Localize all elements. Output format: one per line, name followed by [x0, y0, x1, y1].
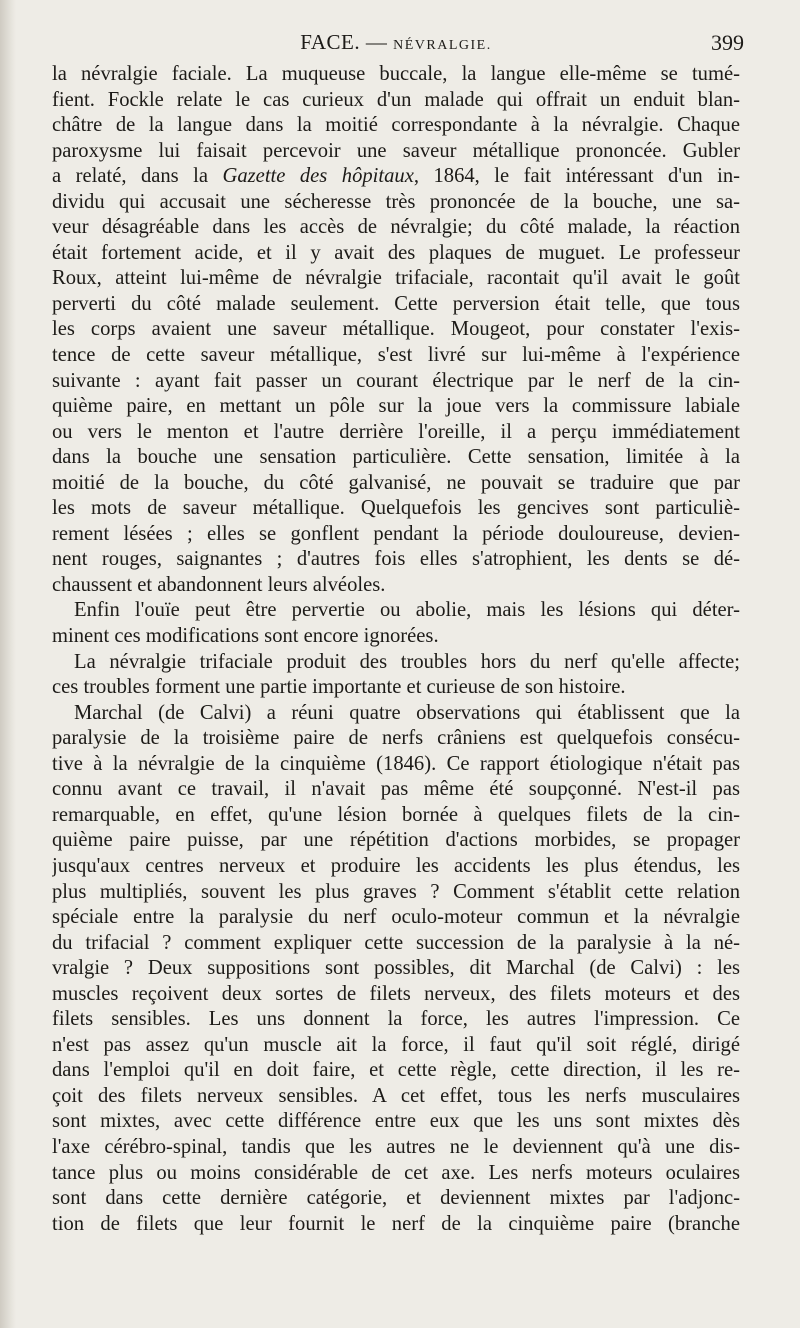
text-line: dividu qui accusait une sécheresse très prononcée de la bouche, une sa-: [52, 190, 740, 213]
text-line: chaussent et abandonnent leurs alvéoles.: [52, 573, 386, 596]
text-line: quième paire, en mettant un pôle sur la joue vers la commissure labiale: [52, 395, 740, 418]
text-line: ou vers le menton et l'autre derrière l'oreille, il a perçu immédiatement: [52, 420, 740, 443]
text-line: paralysie de la troisième paire de nerfs crâniens est quelquefois consécu-: [52, 727, 740, 750]
text-segment: a relaté, dans la: [52, 165, 223, 188]
text-line: paroxysme lui faisait percevoir une saveur métallique prononcée. Gubler: [52, 139, 740, 162]
text-line: tion de filets que leur fournit le nerf de la cinquième paire (branche: [52, 1212, 740, 1235]
text-line: n'est pas assez qu'un muscle ait la force, il faut qu'il soit réglé, dirigé: [52, 1033, 740, 1056]
text-line: dans la bouche une sensation particulière. Cette sensation, limitée à la: [52, 446, 740, 469]
page-number: 399: [711, 30, 744, 55]
text-line: la névralgie faciale. La muqueuse buccale, la langue elle-même se tumé-: [52, 63, 740, 85]
running-header: [52, 30, 744, 56]
text-line: était fortement acide, et il y avait des plaques de muguet. Le professeur: [52, 241, 740, 264]
running-title-main: FACE. —: [300, 30, 394, 54]
text-line: moitié de la bouche, du côté galvanisé, ne pouvait se traduire que par: [52, 471, 740, 494]
text-line: suivante : ayant fait passer un courant électrique par le nerf de la cin-: [52, 369, 740, 392]
running-title: [52, 30, 740, 55]
text-line: spéciale entre la paralysie du nerf oculo-moteur commun et la névralgie: [52, 906, 740, 929]
text-line: filets sensibles. Les uns donnent la force, les autres l'impression. Ce: [52, 1008, 740, 1031]
text-line: minent ces modifications sont encore ignorées.: [52, 625, 439, 648]
text-line: tive à la névralgie de la cinquième (1846). Ce rapport étiologique n'était pas: [52, 752, 740, 775]
text-line: Enfin l'ouïe peut être pervertie ou abolie, mais les lésions qui déter-: [74, 599, 740, 622]
text-line: les corps avaient une saveur métallique. Mougeot, pour constater l'exis-: [52, 318, 740, 341]
text-line: Marchal (de Calvi) a réuni quatre observations qui établissent que la: [74, 701, 740, 724]
text-line: quième paire puisse, par une répétition d'actions morbides, se propager: [52, 829, 740, 852]
page-edge-shadow: [0, 0, 16, 1328]
text-line: l'axe cérébro-spinal, tandis que les autres ne le deviennent qu'à une dis-: [52, 1135, 740, 1158]
text-line: plus multipliés, souvent les plus graves ? Comment s'établit cette relation: [52, 880, 740, 903]
text-line: sont dans cette dernière catégorie, et deviennent mixtes par l'adjonc-: [52, 1187, 740, 1210]
text-line: fient. Fockle relate le cas curieux d'un malade qui offrait un enduit blan-: [52, 88, 740, 111]
running-title-section: NÉVRALGIE.: [393, 38, 492, 53]
text-line: ces troubles forment une partie importante et curieuse de son histoire.: [52, 676, 626, 699]
text-line: tance plus ou moins considérable de cet axe. Les nerfs moteurs oculaires: [52, 1161, 740, 1184]
text-line: du trifacial ? comment expliquer cette succession de la paralysie à la né-: [52, 931, 740, 954]
body-text: [52, 62, 740, 1237]
text-line: connu avant ce travail, il n'avait pas même été soupçonné. N'est-il pas: [52, 778, 740, 801]
text-line: [52, 164, 740, 190]
text-line: muscles reçoivent deux sortes de filets nerveux, des filets moteurs et des: [52, 982, 740, 1005]
text-line: les mots de saveur métallique. Quelquefois les gencives sont particuliè-: [52, 497, 740, 520]
text-line: veur désagréable dans les accès de névralgie; du côté malade, la réaction: [52, 216, 740, 239]
text-line: sont mixtes, avec cette différence entre eux que les uns sont mixtes dès: [52, 1110, 740, 1133]
journal-title: Gazette des hôpitaux: [222, 165, 414, 188]
text-line: nent rouges, saignantes ; d'autres fois elles s'atrophient, les dents se dé-: [52, 548, 740, 571]
text-line: Roux, atteint lui-même de névralgie trifaciale, racontait qu'il avait le goût: [52, 267, 740, 290]
text-line: dans l'emploi qu'il en doit faire, et cette règle, cette direction, il les re-: [52, 1059, 740, 1082]
text-segment: , 1864, le fait intéressant d'un in-: [413, 165, 740, 188]
text-line: remarquable, en effet, qu'une lésion bornée à quelques filets de la cin-: [52, 803, 740, 826]
text-line: jusqu'aux centres nerveux et produire les accidents les plus étendus, les: [52, 854, 740, 877]
text-line: rement lésées ; elles se gonflent pendant la période douloureuse, devien-: [52, 522, 740, 545]
text-line: perverti du côté malade seulement. Cette perversion était telle, que tous: [52, 292, 740, 315]
text-line: çoit des filets nerveux sensibles. A cet effet, tous les nerfs musculaires: [52, 1084, 740, 1107]
text-line: La névralgie trifaciale produit des troubles hors du nerf qu'elle affecte;: [74, 650, 740, 673]
text-line: vralgie ? Deux suppositions sont possibles, dit Marchal (de Calvi) : les: [52, 957, 740, 980]
text-line: tence de cette saveur métallique, s'est livré sur lui-même à l'expérience: [52, 344, 740, 367]
text-line: châtre de la langue dans la moitié correspondante à la névralgie. Chaque: [52, 114, 740, 137]
